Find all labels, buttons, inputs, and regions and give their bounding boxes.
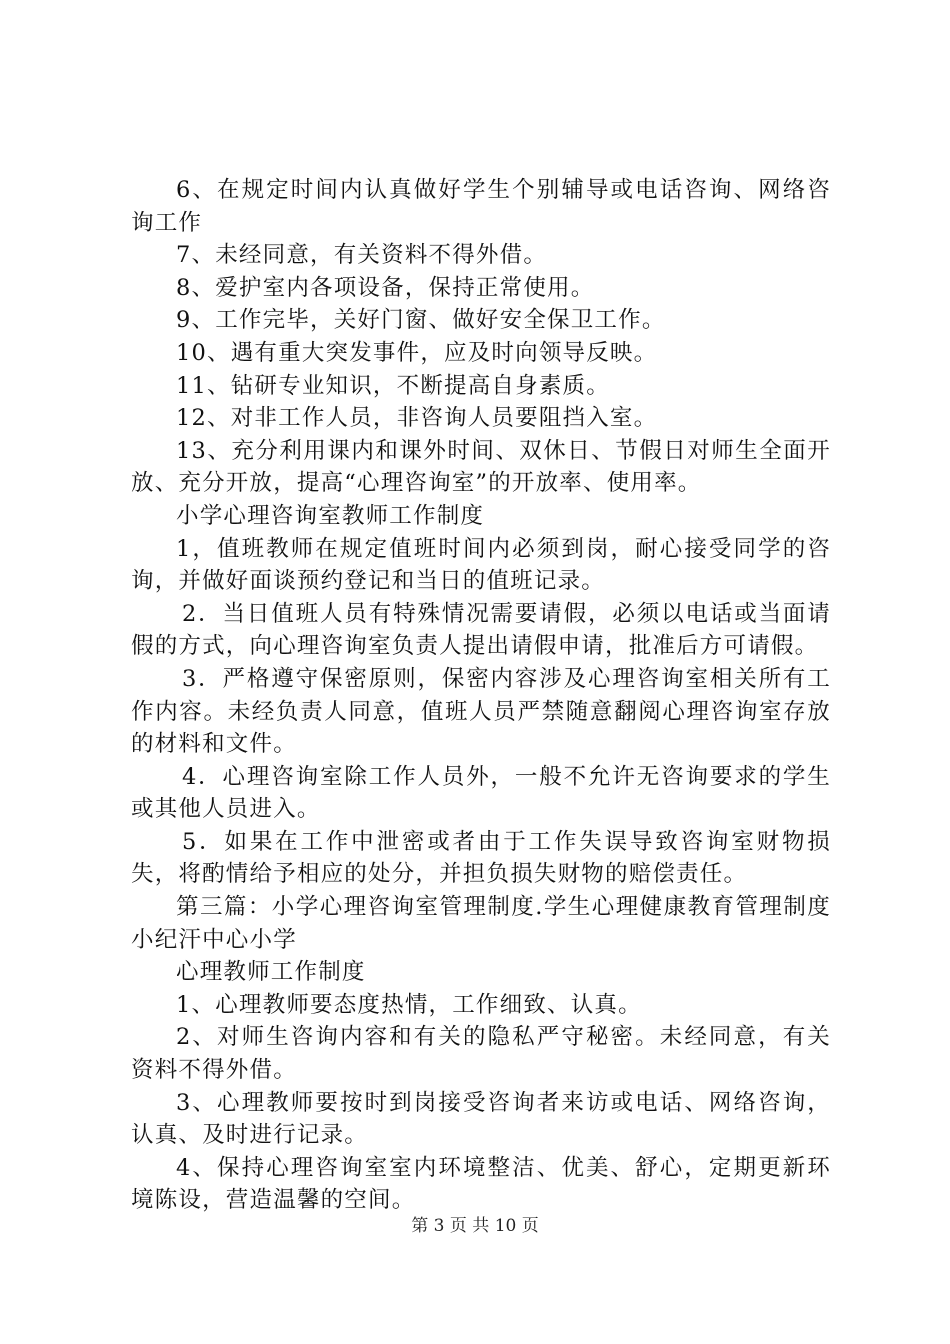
paragraph-rule-8: 8、爱护室内各项设备，保持正常使用。	[176, 274, 595, 301]
paragraph-psych-rule-1: 1、心理教师要态度热情，工作细致、认真。	[176, 991, 642, 1018]
paragraph-rule-12: 12、对非工作人员，非咨询人员要阻挡入室。	[176, 405, 658, 432]
paragraph-rule-10: 10、遇有重大突发事件，应及时向领导反映。	[176, 339, 658, 366]
paragraph-teacher-rule-2: 2．当日值班人员有特殊情况需要请假，必须以电话或当面请假的方式，向心理咨询室负责人提出请假申请，批准后方可请假。	[131, 600, 831, 660]
paragraph-rule-6: 6、在规定时间内认真做好学生个别辅导或电话咨询、网络咨询工作	[131, 177, 831, 236]
paragraph-psych-rule-2: 2、对师生咨询内容和有关的隐私严守秘密。未经同意，有关资料不得外借。	[131, 1024, 831, 1084]
paragraph-teacher-rule-3: 3．严格遵守保密原则，保密内容涉及心理咨询室相关所有工作内容。未经负责人同意，值班人员严禁随意翻阅心理咨询室存放的材料和文件。	[131, 665, 831, 758]
section-heading-psych-teacher-rules: 心理教师工作制度	[176, 959, 366, 986]
document-body	[131, 174, 831, 1217]
section-heading-part-three: 第三篇：小学心理咨询室管理制度.学生心理健康教育管理制度小纪汗中心小学	[131, 894, 831, 953]
paragraph-rule-13: 13、充分利用课内和课外时间、双休日、节假日对师生全面开放、充分开放，提高“心理咨询室”的开放率、使用率。	[131, 437, 831, 497]
section-heading-teacher-rules: 小学心理咨询室教师工作制度	[176, 502, 485, 529]
page-number-footer: 第 3 页 共 10 页	[411, 1216, 539, 1236]
paragraph-teacher-rule-4: 4．心理咨询室除工作人员外，一般不允许无咨询要求的学生或其他人员进入。	[131, 763, 831, 823]
paragraph-teacher-rule-1: 1，值班教师在规定值班时间内必须到岗，耐心接受同学的咨询，并做好面谈预约登记和当日的值班记录。	[131, 535, 831, 595]
paragraph-psych-rule-3: 3、心理教师要按时到岗接受咨询者来访或电话、网络咨询，认真、及时进行记录。	[131, 1089, 831, 1149]
paragraph-psych-rule-4: 4、保持心理咨询室室内环境整洁、优美、舒心，定期更新环境陈设，营造温馨的空间。	[131, 1154, 831, 1214]
paragraph-rule-9: 9、工作完毕，关好门窗、做好安全保卫工作。	[176, 307, 666, 334]
paragraph-rule-7: 7、未经同意，有关资料不得外借。	[176, 242, 548, 269]
paragraph-teacher-rule-5: 5．如果在工作中泄密或者由于工作失误导致咨询室财物损失，将酌情给予相应的处分，并担负损失财物的赔偿责任。	[131, 828, 831, 888]
paragraph-rule-11: 11、钻研专业知识，不断提高自身素质。	[176, 372, 610, 399]
